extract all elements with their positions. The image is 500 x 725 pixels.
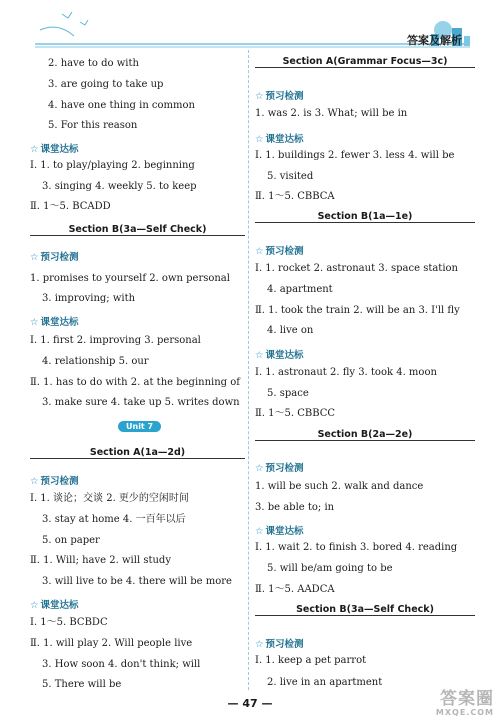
answer-line: Ⅰ. 1. first 2. improving 3. personal	[30, 335, 201, 346]
answer-line: 3. How soon 4. don't think; will	[42, 659, 201, 670]
answer-line: 1. was 2. is 3. What; will be in	[255, 108, 408, 119]
answer-line: 2. have to do with	[48, 58, 139, 69]
answer-line: 3. improving; with	[42, 293, 136, 304]
answer-line: 5. For this reason	[48, 120, 138, 131]
star-icon: ☆	[255, 639, 264, 650]
preview-label: ☆ 预习检测	[255, 639, 304, 650]
answer-line: 3. stay at home 4. 一百年以后	[42, 514, 186, 525]
answer-line: 4. live on	[267, 325, 314, 336]
answer-line: Ⅱ. 1. has to do with 2. at the beginning of	[30, 377, 240, 388]
section-heading: Section B(3a—Self Check)	[30, 224, 245, 235]
answer-line: Ⅱ. 1. took the train 2. will be an 3. I'll fly	[255, 305, 460, 316]
class-mark-label: ☆ 课堂达标	[30, 600, 79, 611]
star-icon: ☆	[30, 476, 39, 487]
answer-line: Ⅰ. 1. wait 2. to finish 3. bored 4. reading	[255, 542, 458, 553]
header-title: 答案及解析	[407, 34, 462, 47]
preview-label: ☆ 预习检测	[30, 476, 79, 487]
answer-line: 5. will be/am going to be	[267, 563, 393, 574]
answer-line: Ⅰ. 1. to play/playing 2. beginning	[30, 160, 195, 171]
answer-line: 4. have one thing in common	[48, 100, 195, 111]
star-icon: ☆	[30, 600, 39, 611]
answer-line: 3. are going to take up	[48, 79, 164, 90]
class-mark-label: ☆ 课堂达标	[255, 350, 304, 361]
preview-label: ☆ 预习检测	[255, 463, 304, 474]
star-icon: ☆	[255, 246, 264, 257]
answer-line: 3. will live to be 4. there will be more	[42, 576, 232, 587]
star-icon: ☆	[255, 91, 264, 102]
answer-line: Ⅰ. 1. rocket 2. astronaut 3. space station	[255, 263, 458, 274]
answer-line: 2. live in an apartment	[267, 677, 383, 688]
class-mark-label: ☆ 课堂达标	[30, 317, 79, 328]
preview-label: ☆ 预习检测	[255, 91, 304, 102]
answer-line: Ⅰ. 1. keep a pet parrot	[255, 655, 367, 666]
class-mark-label: ☆ 课堂达标	[255, 134, 304, 145]
answer-line: 5. visited	[267, 171, 314, 182]
answer-line: Ⅰ. 1. 谈论；交谈 2. 更少的空闲时间	[30, 493, 189, 504]
section-heading: Section A(Grammar Focus—3c)	[255, 56, 475, 67]
answer-line: Ⅱ. 1～5. CBBCA	[255, 191, 335, 202]
answer-line: Ⅱ. 1～5. CBBCC	[255, 408, 336, 419]
star-icon: ☆	[255, 526, 264, 537]
answer-line: Ⅰ. 1. astronaut 2. fly 3. took 4. moon	[255, 367, 437, 378]
section-heading: Section B(3a—Self Check)	[255, 604, 475, 615]
unit-badge: Unit 7	[118, 421, 161, 432]
answer-line: 5. There will be	[42, 679, 122, 690]
answer-line: Ⅱ. 1～5. BCADD	[30, 201, 111, 212]
page-header	[0, 0, 500, 50]
star-icon: ☆	[255, 463, 264, 474]
preview-label: ☆ 预习检测	[30, 252, 79, 263]
star-icon: ☆	[30, 252, 39, 263]
answer-line: 1. will be such 2. walk and dance	[255, 481, 424, 492]
answer-line: 3. make sure 4. take up 5. writes down	[42, 397, 240, 408]
star-icon: ☆	[255, 350, 264, 361]
class-mark-label: ☆ 课堂达标	[255, 526, 304, 537]
section-heading: Section B(1a—1e)	[255, 211, 475, 222]
page-number: — 47 —	[227, 697, 273, 710]
section-heading: Section A(1a—2d)	[30, 447, 245, 458]
preview-label: ☆ 预习检测	[255, 246, 304, 257]
answer-line: 4. apartment	[267, 284, 333, 295]
answer-line: 5. on paper	[42, 535, 100, 546]
answer-line: 4. relationship 5. our	[42, 356, 149, 367]
answer-line: Ⅱ. 1～5. AADCA	[255, 584, 335, 595]
answer-line: Ⅱ. 1. will play 2. Will people live	[30, 638, 193, 649]
star-icon: ☆	[255, 134, 264, 145]
answer-line: Ⅰ. 1～5. BCBDC	[30, 617, 108, 628]
answer-line: 3. be able to; in	[255, 502, 335, 513]
answer-line: Ⅱ. 1. Will; have 2. will study	[30, 555, 171, 566]
answer-line: 5. space	[267, 388, 309, 399]
section-heading: Section B(2a—2e)	[255, 429, 475, 440]
answer-line: Ⅰ. 1. buildings 2. fewer 3. less 4. will be	[255, 150, 455, 161]
answer-line: 3. singing 4. weekly 5. to keep	[42, 181, 197, 192]
answer-line: 1. promises to yourself 2. own personal	[30, 273, 230, 284]
star-icon: ☆	[30, 144, 39, 155]
star-icon: ☆	[30, 317, 39, 328]
class-mark-label: ☆ 课堂达标	[30, 144, 79, 155]
watermark-logo: 答案圈 MXQE.COM	[435, 689, 494, 717]
column-divider	[248, 50, 249, 690]
